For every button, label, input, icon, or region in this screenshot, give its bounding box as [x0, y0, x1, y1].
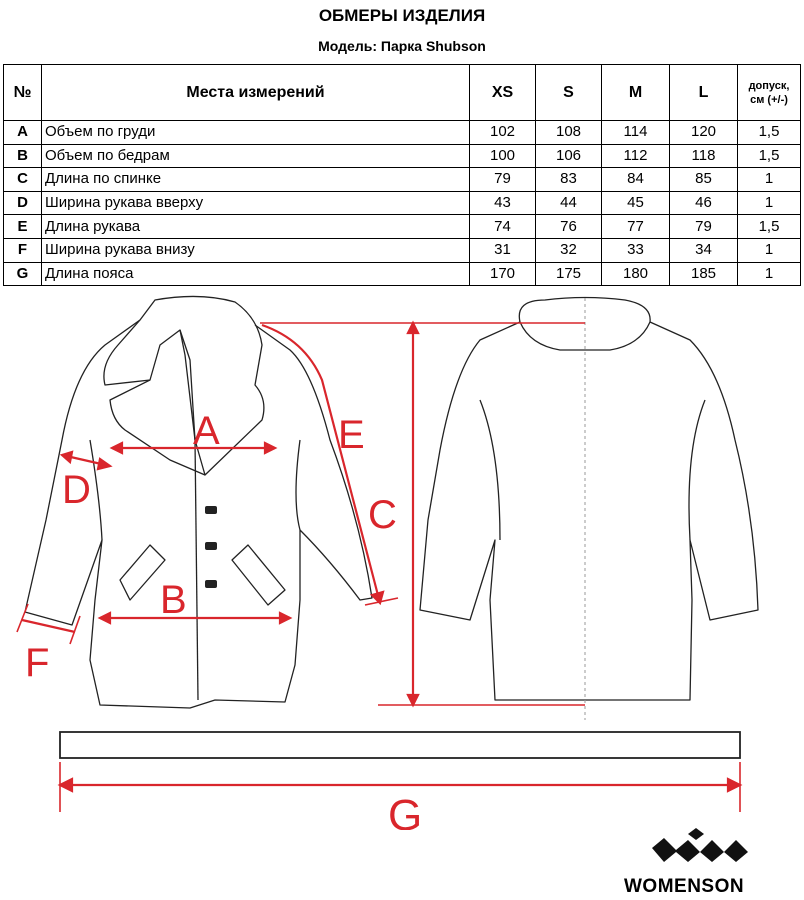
cell-xs: 79: [470, 168, 536, 192]
cell-name: Длина по спинке: [42, 168, 470, 192]
measure-line-f-tick1: [17, 604, 28, 632]
cell-l: 46: [670, 191, 738, 215]
cell-name: Ширина рукава вверху: [42, 191, 470, 215]
cell-tol: 1,5: [738, 121, 801, 145]
belt-strip: [60, 732, 740, 758]
cell-tol: 1,5: [738, 144, 801, 168]
table-header-row: [4, 65, 801, 121]
cell-tol: 1: [738, 168, 801, 192]
cell-m: 45: [602, 191, 670, 215]
back-left-seam: [480, 400, 500, 540]
table-row: [4, 215, 801, 239]
cell-s: 108: [536, 121, 602, 145]
cell-name: Объем по бедрам: [42, 144, 470, 168]
button-1: [205, 506, 217, 514]
label-e: E: [338, 413, 365, 457]
cell-m: 84: [602, 168, 670, 192]
label-c: C: [368, 493, 397, 537]
cell-s: 44: [536, 191, 602, 215]
cell-s: 106: [536, 144, 602, 168]
cell-xs: 170: [470, 262, 536, 286]
column-header-xs: XS: [470, 65, 536, 121]
cell-name: Ширина рукава внизу: [42, 238, 470, 262]
cell-l: 85: [670, 168, 738, 192]
cell-code: G: [4, 262, 42, 286]
table-row: [4, 144, 801, 168]
cell-tol: 1: [738, 191, 801, 215]
measure-line-e: [262, 325, 380, 603]
tolerance-header-line2: см (+/-): [750, 93, 788, 106]
cell-xs: 31: [470, 238, 536, 262]
cell-xs: 43: [470, 191, 536, 215]
label-g: G: [388, 791, 423, 830]
table-row: [4, 168, 801, 192]
cell-l: 185: [670, 262, 738, 286]
column-header-l: L: [670, 65, 738, 121]
button-2: [205, 542, 217, 550]
front-lapel-left: [110, 380, 205, 475]
cell-xs: 74: [470, 215, 536, 239]
cell-l: 118: [670, 144, 738, 168]
cell-name: Длина рукава: [42, 215, 470, 239]
table-row: [4, 262, 801, 286]
label-a: A: [193, 409, 220, 453]
cell-code: E: [4, 215, 42, 239]
measurements-table: [3, 64, 801, 286]
womenson-logo-icon: [624, 826, 774, 876]
cell-code: A: [4, 121, 42, 145]
column-header-s: S: [536, 65, 602, 121]
measure-line-f: [22, 620, 75, 632]
column-header-tolerance: [738, 65, 801, 121]
column-header-number: №: [4, 65, 42, 121]
column-header-m: M: [602, 65, 670, 121]
cell-m: 77: [602, 215, 670, 239]
front-coat-outline: [25, 320, 372, 708]
cell-m: 180: [602, 262, 670, 286]
cell-name: Длина пояса: [42, 262, 470, 286]
cell-m: 114: [602, 121, 670, 145]
cell-s: 76: [536, 215, 602, 239]
cell-xs: 102: [470, 121, 536, 145]
cell-s: 32: [536, 238, 602, 262]
label-f: F: [25, 641, 50, 685]
table-row: [4, 238, 801, 262]
cell-code: B: [4, 144, 42, 168]
back-right-seam: [689, 400, 705, 540]
page-title: ОБМЕРЫ ИЗДЕЛИЯ: [318, 6, 486, 25]
button-3: [205, 580, 217, 588]
back-coat-outline: [420, 322, 758, 700]
cell-code: C: [4, 168, 42, 192]
measure-line-f-tick2: [70, 616, 80, 644]
brand-name: WOMENSON: [624, 876, 745, 897]
garment-diagram: [0, 290, 804, 830]
cell-xs: 100: [470, 144, 536, 168]
model-subtitle: Модель: Парка Shubson: [318, 38, 486, 54]
cell-s: 83: [536, 168, 602, 192]
label-b: B: [160, 578, 187, 622]
cell-m: 33: [602, 238, 670, 262]
label-d: D: [62, 468, 91, 512]
cell-code: D: [4, 191, 42, 215]
cell-tol: 1: [738, 262, 801, 286]
right-pocket: [232, 545, 285, 605]
cell-name: Объем по груди: [42, 121, 470, 145]
cell-tol: 1,5: [738, 215, 801, 239]
tolerance-header-line1: допуск,: [748, 79, 790, 92]
cell-l: 79: [670, 215, 738, 239]
column-header-measurement: Места измерений: [42, 65, 470, 121]
front-right-sleeve-seam: [296, 440, 300, 530]
front-left-sleeve-seam: [90, 440, 102, 540]
cell-l: 120: [670, 121, 738, 145]
cell-s: 175: [536, 262, 602, 286]
cell-l: 34: [670, 238, 738, 262]
front-placket: [195, 440, 198, 700]
cell-code: F: [4, 238, 42, 262]
table-row: [4, 191, 801, 215]
table-row: [4, 121, 801, 145]
left-pocket: [120, 545, 165, 600]
cell-tol: 1: [738, 238, 801, 262]
cell-m: 112: [602, 144, 670, 168]
